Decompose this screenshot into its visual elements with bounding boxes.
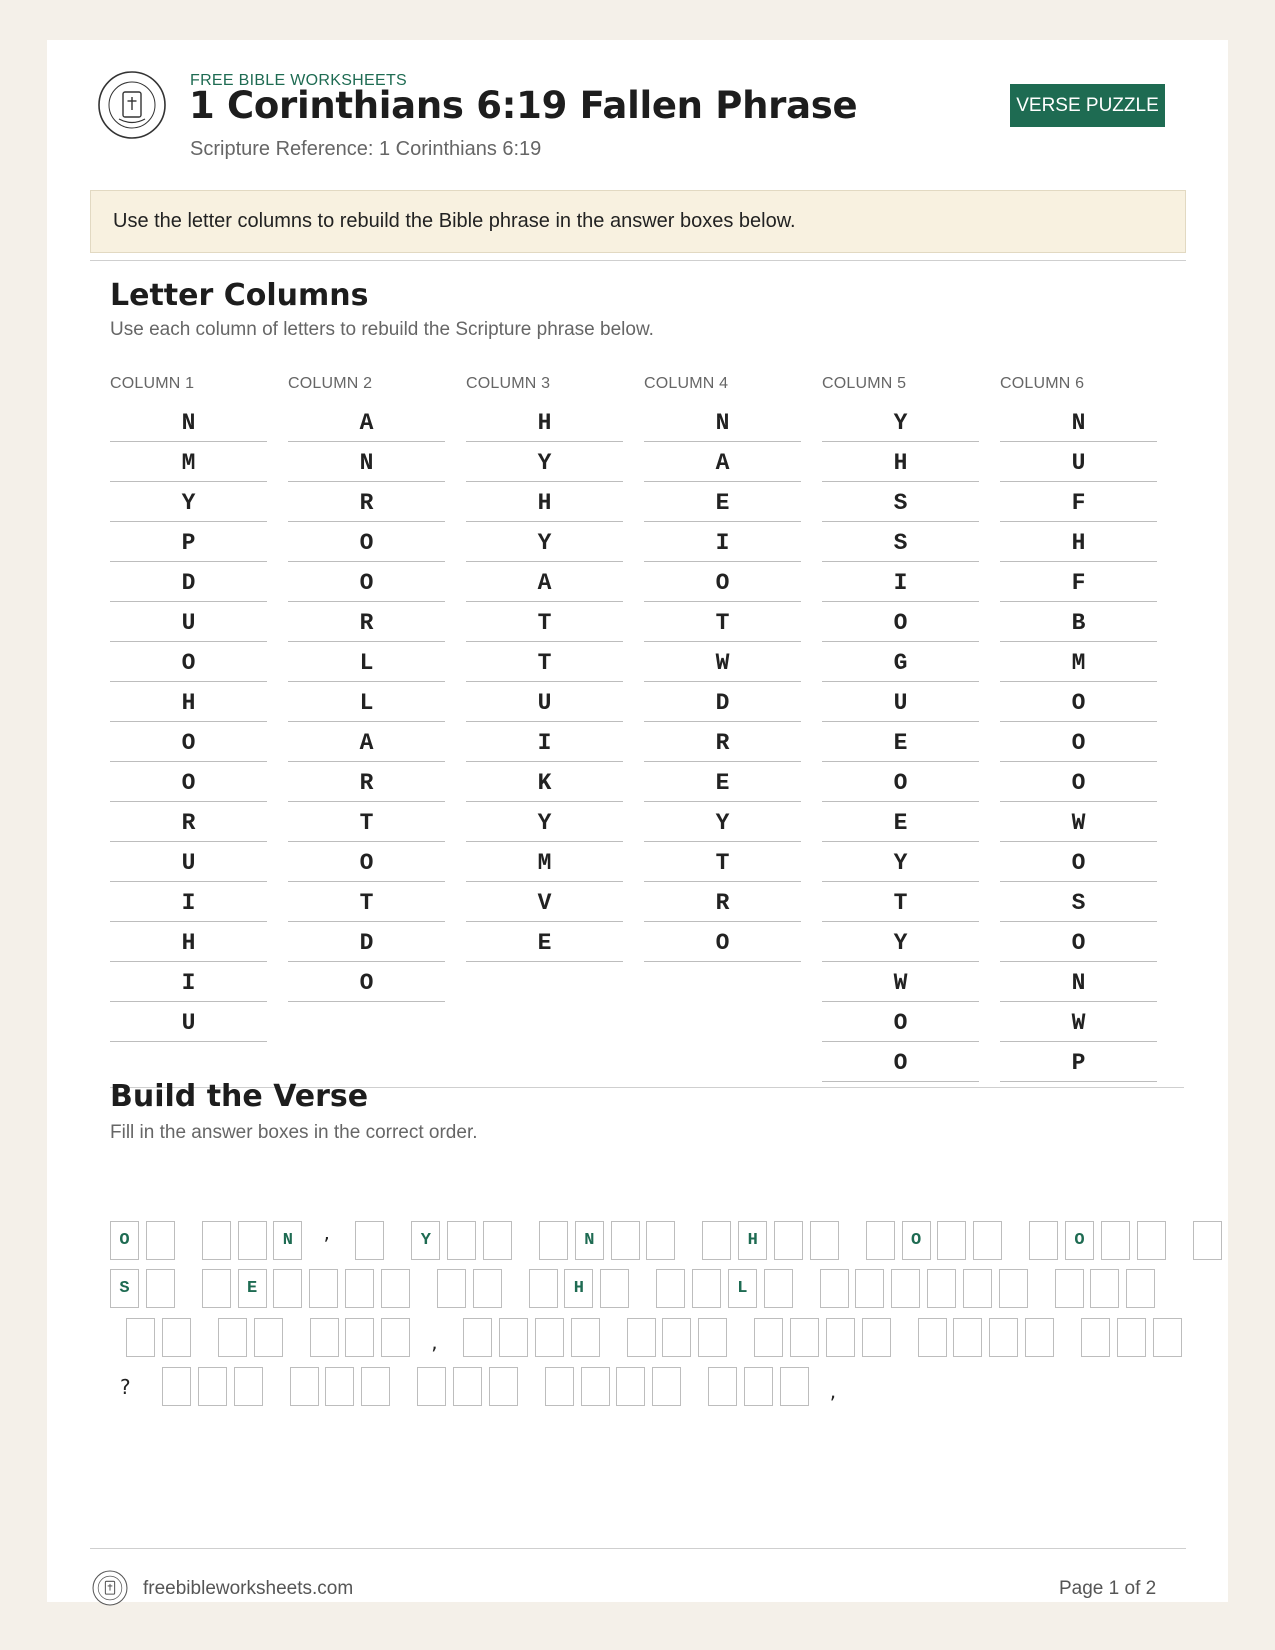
letter-column-4 bbox=[644, 376, 801, 962]
answer-box[interactable] bbox=[1029, 1221, 1058, 1260]
letter-cell: U bbox=[822, 682, 979, 722]
letter-cell: R bbox=[110, 802, 267, 842]
answer-box[interactable] bbox=[1117, 1318, 1146, 1357]
letter-column-6 bbox=[1000, 376, 1157, 1082]
letter-cell: A bbox=[288, 402, 445, 442]
letter-cell: Y bbox=[822, 842, 979, 882]
answer-box[interactable] bbox=[483, 1221, 512, 1260]
letter-cell: O bbox=[110, 722, 267, 762]
answer-box[interactable] bbox=[309, 1269, 338, 1308]
letter-cell: V bbox=[466, 882, 623, 922]
answer-box[interactable] bbox=[453, 1367, 482, 1406]
letter-cell: O bbox=[288, 562, 445, 602]
answer-box[interactable] bbox=[290, 1367, 319, 1406]
answer-box[interactable] bbox=[198, 1367, 227, 1406]
letter-cell: B bbox=[1000, 602, 1157, 642]
worksheet-page bbox=[47, 40, 1228, 1602]
answer-box[interactable] bbox=[1153, 1318, 1182, 1357]
column-label: COLUMN 6 bbox=[1000, 375, 1085, 392]
letter-cell: M bbox=[110, 442, 267, 482]
answer-box[interactable] bbox=[581, 1367, 610, 1406]
letter-cell: P bbox=[110, 522, 267, 562]
answer-box-prefilled: H bbox=[738, 1221, 767, 1260]
letter-columns-title: Letter Columns bbox=[110, 278, 369, 313]
verse-puzzle-badge: VERSE PUZZLE bbox=[1010, 84, 1165, 127]
answer-box[interactable] bbox=[162, 1367, 191, 1406]
answer-box[interactable] bbox=[381, 1269, 410, 1308]
letter-cell: U bbox=[1000, 442, 1157, 482]
letter-cell: E bbox=[822, 722, 979, 762]
letter-cell: Y bbox=[822, 922, 979, 962]
answer-box[interactable] bbox=[571, 1318, 600, 1357]
answer-box[interactable] bbox=[652, 1367, 681, 1406]
letter-cell: W bbox=[822, 962, 979, 1002]
letter-cell: W bbox=[1000, 1002, 1157, 1042]
letter-cell: F bbox=[1000, 482, 1157, 522]
answer-box[interactable] bbox=[963, 1269, 992, 1308]
letter-cell: N bbox=[288, 442, 445, 482]
answer-box[interactable] bbox=[1137, 1221, 1166, 1260]
letter-cell: Y bbox=[466, 442, 623, 482]
answer-box[interactable] bbox=[646, 1221, 675, 1260]
letter-cell: T bbox=[288, 802, 445, 842]
answer-box[interactable] bbox=[656, 1269, 685, 1308]
letter-cell: O bbox=[822, 1002, 979, 1042]
letter-cell: S bbox=[822, 522, 979, 562]
letter-cell: O bbox=[110, 762, 267, 802]
letter-cell: T bbox=[466, 602, 623, 642]
answer-box[interactable] bbox=[218, 1318, 247, 1357]
letter-cell: N bbox=[110, 402, 267, 442]
letter-cell: R bbox=[644, 722, 801, 762]
answer-box[interactable] bbox=[754, 1318, 783, 1357]
letter-cell: O bbox=[288, 842, 445, 882]
build-verse-description: Fill in the answer boxes in the correct order. bbox=[110, 1122, 478, 1143]
answer-box[interactable] bbox=[953, 1318, 982, 1357]
answer-box-prefilled: N bbox=[575, 1221, 604, 1260]
answer-box[interactable] bbox=[616, 1367, 645, 1406]
answer-box-prefilled: O bbox=[902, 1221, 931, 1260]
bible-seal-icon bbox=[92, 1570, 128, 1606]
letter-cell: T bbox=[466, 642, 623, 682]
punctuation-mark: ? bbox=[120, 1375, 131, 1399]
punctuation-mark: , bbox=[431, 1330, 438, 1354]
answer-box[interactable] bbox=[202, 1269, 231, 1308]
answer-box[interactable] bbox=[627, 1318, 656, 1357]
punctuation-mark: ’ bbox=[323, 1233, 330, 1257]
letter-cell: Y bbox=[466, 522, 623, 562]
footer-divider bbox=[90, 1548, 1186, 1549]
letter-cell: R bbox=[644, 882, 801, 922]
letter-cell: E bbox=[644, 762, 801, 802]
letter-cell: A bbox=[288, 722, 445, 762]
answer-box[interactable] bbox=[162, 1318, 191, 1357]
answer-box[interactable] bbox=[1081, 1318, 1110, 1357]
column-label: COLUMN 4 bbox=[644, 375, 729, 392]
letter-cell: O bbox=[644, 922, 801, 962]
letter-cell: O bbox=[822, 1042, 979, 1082]
letter-cell: P bbox=[1000, 1042, 1157, 1082]
answer-box-prefilled: E bbox=[238, 1269, 267, 1308]
answer-box[interactable] bbox=[361, 1367, 390, 1406]
answer-box[interactable] bbox=[600, 1269, 629, 1308]
answer-box[interactable] bbox=[780, 1367, 809, 1406]
letter-cell: O bbox=[1000, 682, 1157, 722]
letter-cell: K bbox=[466, 762, 623, 802]
page-title: 1 Corinthians 6:19 Fallen Phrase bbox=[189, 84, 858, 127]
letter-cell: H bbox=[466, 402, 623, 442]
answer-box[interactable] bbox=[535, 1318, 564, 1357]
letter-cell: O bbox=[1000, 722, 1157, 762]
letter-cell: I bbox=[110, 882, 267, 922]
letter-cell: H bbox=[110, 682, 267, 722]
letter-columns-description: Use each column of letters to rebuild the Scripture phrase below. bbox=[110, 319, 654, 340]
answer-box[interactable] bbox=[1025, 1318, 1054, 1357]
letter-cell: U bbox=[110, 842, 267, 882]
column-label: COLUMN 3 bbox=[466, 375, 551, 392]
answer-box[interactable] bbox=[417, 1367, 446, 1406]
answer-box[interactable] bbox=[999, 1269, 1028, 1308]
letter-cell: A bbox=[644, 442, 801, 482]
letter-cell: L bbox=[288, 682, 445, 722]
divider bbox=[90, 260, 1186, 261]
header-kicker: FREE BIBLE WORKSHEETS bbox=[190, 72, 408, 89]
answer-box[interactable] bbox=[790, 1318, 819, 1357]
letter-cell: H bbox=[1000, 522, 1157, 562]
letter-cell: I bbox=[822, 562, 979, 602]
letter-cell: I bbox=[644, 522, 801, 562]
footer-site: freebibleworksheets.com bbox=[143, 1578, 354, 1599]
letter-cell: T bbox=[822, 882, 979, 922]
letter-cell: D bbox=[644, 682, 801, 722]
letter-column-3 bbox=[466, 376, 623, 962]
answer-box[interactable] bbox=[702, 1221, 731, 1260]
letter-cell: N bbox=[1000, 962, 1157, 1002]
answer-box[interactable] bbox=[310, 1318, 339, 1357]
answer-box[interactable] bbox=[355, 1221, 384, 1260]
letter-cell: Y bbox=[466, 802, 623, 842]
letter-cell: I bbox=[110, 962, 267, 1002]
answer-box-prefilled: O bbox=[110, 1221, 139, 1260]
answer-box[interactable] bbox=[1126, 1269, 1155, 1308]
answer-box-prefilled: L bbox=[728, 1269, 757, 1308]
answer-box[interactable] bbox=[146, 1269, 175, 1308]
letter-cell: H bbox=[466, 482, 623, 522]
letter-cell: O bbox=[822, 762, 979, 802]
letter-cell: T bbox=[644, 602, 801, 642]
answer-box[interactable] bbox=[345, 1318, 374, 1357]
letter-cell: O bbox=[822, 602, 979, 642]
letter-cell: O bbox=[1000, 842, 1157, 882]
instruction-note bbox=[90, 190, 1186, 253]
letter-cell: L bbox=[288, 642, 445, 682]
letter-cell: E bbox=[822, 802, 979, 842]
letter-cell: R bbox=[288, 762, 445, 802]
letter-cell: R bbox=[288, 602, 445, 642]
letter-column-1 bbox=[110, 376, 267, 1042]
answer-box[interactable] bbox=[611, 1221, 640, 1260]
answer-box[interactable] bbox=[918, 1318, 947, 1357]
answer-box[interactable] bbox=[473, 1269, 502, 1308]
answer-box[interactable] bbox=[273, 1269, 302, 1308]
answer-box[interactable] bbox=[146, 1221, 175, 1260]
letter-cell: M bbox=[466, 842, 623, 882]
letter-cell: O bbox=[1000, 762, 1157, 802]
letter-cell: N bbox=[644, 402, 801, 442]
answer-box[interactable] bbox=[866, 1221, 895, 1260]
letter-cell: U bbox=[110, 602, 267, 642]
answer-box[interactable] bbox=[698, 1318, 727, 1357]
letter-cell: E bbox=[466, 922, 623, 962]
answer-box[interactable] bbox=[234, 1367, 263, 1406]
answer-box[interactable] bbox=[989, 1318, 1018, 1357]
letter-cell: Y bbox=[644, 802, 801, 842]
answer-box[interactable] bbox=[499, 1318, 528, 1357]
answer-box[interactable] bbox=[489, 1367, 518, 1406]
instruction-text: Use the letter columns to rebuild the Bible phrase in the answer boxes below. bbox=[113, 210, 796, 232]
answer-box[interactable] bbox=[855, 1269, 884, 1308]
letter-cell: O bbox=[110, 642, 267, 682]
scripture-reference: Scripture Reference: 1 Corinthians 6:19 bbox=[190, 138, 542, 160]
answer-box[interactable] bbox=[447, 1221, 476, 1260]
letter-cell: Y bbox=[822, 402, 979, 442]
answer-box[interactable] bbox=[774, 1221, 803, 1260]
answer-box[interactable] bbox=[862, 1318, 891, 1357]
letter-cell: T bbox=[644, 842, 801, 882]
letter-cell: F bbox=[1000, 562, 1157, 602]
letter-cell: G bbox=[822, 642, 979, 682]
answer-box[interactable] bbox=[381, 1318, 410, 1357]
answer-box[interactable] bbox=[437, 1269, 466, 1308]
punctuation-mark: , bbox=[829, 1379, 837, 1403]
answer-box-prefilled: S bbox=[110, 1269, 139, 1308]
answer-box[interactable] bbox=[662, 1318, 691, 1357]
letter-cell: Y bbox=[110, 482, 267, 522]
letter-cell: S bbox=[1000, 882, 1157, 922]
answer-box[interactable] bbox=[463, 1318, 492, 1357]
letter-cell: H bbox=[822, 442, 979, 482]
answer-box[interactable] bbox=[254, 1318, 283, 1357]
page-number: Page 1 of 2 bbox=[1059, 1578, 1157, 1599]
letter-cell: O bbox=[288, 522, 445, 562]
letter-cell: D bbox=[288, 922, 445, 962]
letter-cell: M bbox=[1000, 642, 1157, 682]
letter-cell: U bbox=[110, 1002, 267, 1042]
answer-box[interactable] bbox=[927, 1269, 956, 1308]
answer-box[interactable] bbox=[1090, 1269, 1119, 1308]
answer-box[interactable] bbox=[202, 1221, 231, 1260]
answer-box[interactable] bbox=[744, 1367, 773, 1406]
answer-box-prefilled: H bbox=[564, 1269, 593, 1308]
answer-box[interactable] bbox=[708, 1367, 737, 1406]
letter-cell: W bbox=[644, 642, 801, 682]
answer-box-prefilled: O bbox=[1065, 1221, 1094, 1260]
letter-cell: N bbox=[1000, 402, 1157, 442]
answer-box[interactable] bbox=[764, 1269, 793, 1308]
answer-box[interactable] bbox=[345, 1269, 374, 1308]
letter-cell: O bbox=[644, 562, 801, 602]
letter-cell: T bbox=[288, 882, 445, 922]
answer-box-prefilled: Y bbox=[411, 1221, 440, 1260]
letter-cell: E bbox=[644, 482, 801, 522]
answer-box[interactable] bbox=[1193, 1221, 1222, 1260]
build-verse-title: Build the Verse bbox=[110, 1079, 369, 1114]
answer-box[interactable] bbox=[238, 1221, 267, 1260]
letter-cell: O bbox=[1000, 922, 1157, 962]
letter-column-5 bbox=[822, 376, 979, 1082]
column-label: COLUMN 5 bbox=[822, 375, 907, 392]
letter-cell: O bbox=[288, 962, 445, 1002]
column-label: COLUMN 2 bbox=[288, 375, 373, 392]
letter-cell: H bbox=[110, 922, 267, 962]
column-label: COLUMN 1 bbox=[110, 375, 195, 392]
letter-column-2 bbox=[288, 376, 445, 1002]
letter-cell: D bbox=[110, 562, 267, 602]
answer-box-prefilled: N bbox=[273, 1221, 302, 1260]
answer-box[interactable] bbox=[973, 1221, 1002, 1260]
answer-box[interactable] bbox=[820, 1269, 849, 1308]
answer-box[interactable] bbox=[692, 1269, 721, 1308]
answer-box[interactable] bbox=[529, 1269, 558, 1308]
answer-box[interactable] bbox=[810, 1221, 839, 1260]
answer-box[interactable] bbox=[826, 1318, 855, 1357]
letter-cell: A bbox=[466, 562, 623, 602]
letter-cell: W bbox=[1000, 802, 1157, 842]
letter-cell: R bbox=[288, 482, 445, 522]
answer-box[interactable] bbox=[539, 1221, 568, 1260]
letter-cell: U bbox=[466, 682, 623, 722]
letter-cell: S bbox=[822, 482, 979, 522]
answer-box[interactable] bbox=[545, 1367, 574, 1406]
answer-box[interactable] bbox=[937, 1221, 966, 1260]
answer-box[interactable] bbox=[325, 1367, 354, 1406]
answer-box[interactable] bbox=[1101, 1221, 1130, 1260]
answer-box[interactable] bbox=[891, 1269, 920, 1308]
bible-seal-icon bbox=[97, 70, 167, 140]
answer-box[interactable] bbox=[126, 1318, 155, 1357]
letter-cell: I bbox=[466, 722, 623, 762]
answer-box[interactable] bbox=[1055, 1269, 1084, 1308]
